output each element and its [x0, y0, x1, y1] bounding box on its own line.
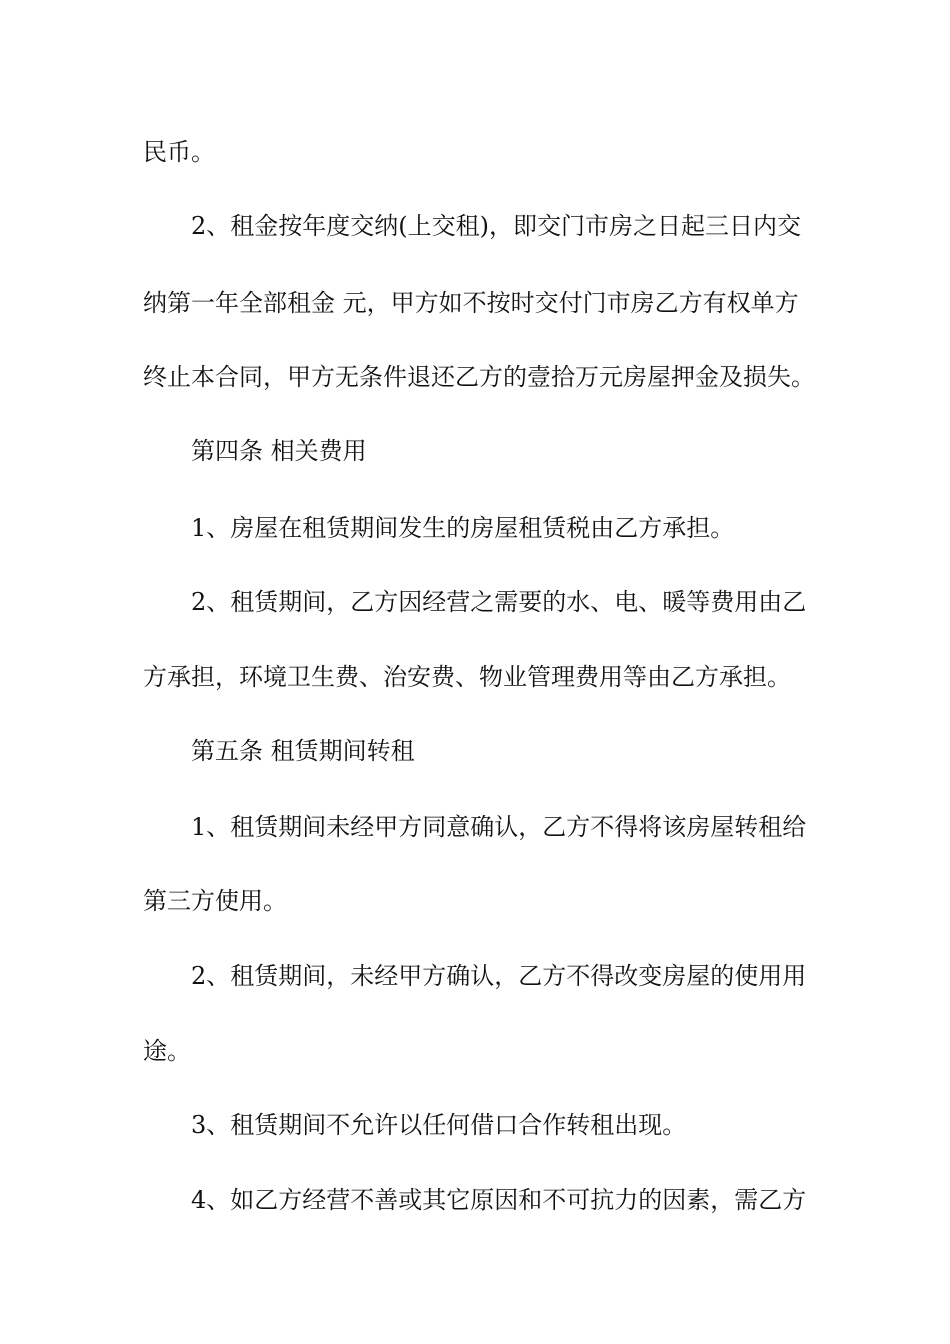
- text-line-10: 1、租赁期间未经甲方同意确认，乙方不得将该房屋转租给: [191, 813, 807, 841]
- article-five-heading: 第五条 租赁期间转租: [191, 737, 415, 765]
- text-line-8: 方承担，环境卫生费、治安费、物业管理费用等由乙方承担。: [143, 663, 791, 691]
- text-line-11: 第三方使用。: [143, 887, 287, 915]
- text-line-13: 途。: [143, 1037, 191, 1065]
- text-line-12: 2、租赁期间，未经甲方确认，乙方不得改变房屋的使用用: [191, 962, 807, 990]
- text-line-4: 终止本合同，甲方无条件退还乙方的壹拾万元房屋押金及损失。: [143, 363, 815, 391]
- text-line-2: 2、租金按年度交纳(上交租)，即交门市房之日起三日内交: [191, 212, 801, 240]
- text-line-7: 2、租赁期间，乙方因经营之需要的水、电、暖等费用由乙: [191, 588, 807, 616]
- article-four-heading: 第四条 相关费用: [191, 437, 367, 465]
- text-line-3: 纳第一年全部租金 元，甲方如不按时交付门市房乙方有权单方: [143, 289, 799, 317]
- text-line-6: 1、房屋在租赁期间发生的房屋租赁税由乙方承担。: [191, 514, 735, 542]
- text-line-1: 民币。: [143, 138, 215, 166]
- text-line-14: 3、租赁期间不允许以任何借口合作转租出现。: [191, 1111, 687, 1139]
- text-line-15: 4、如乙方经营不善或其它原因和不可抗力的因素，需乙方: [191, 1186, 807, 1214]
